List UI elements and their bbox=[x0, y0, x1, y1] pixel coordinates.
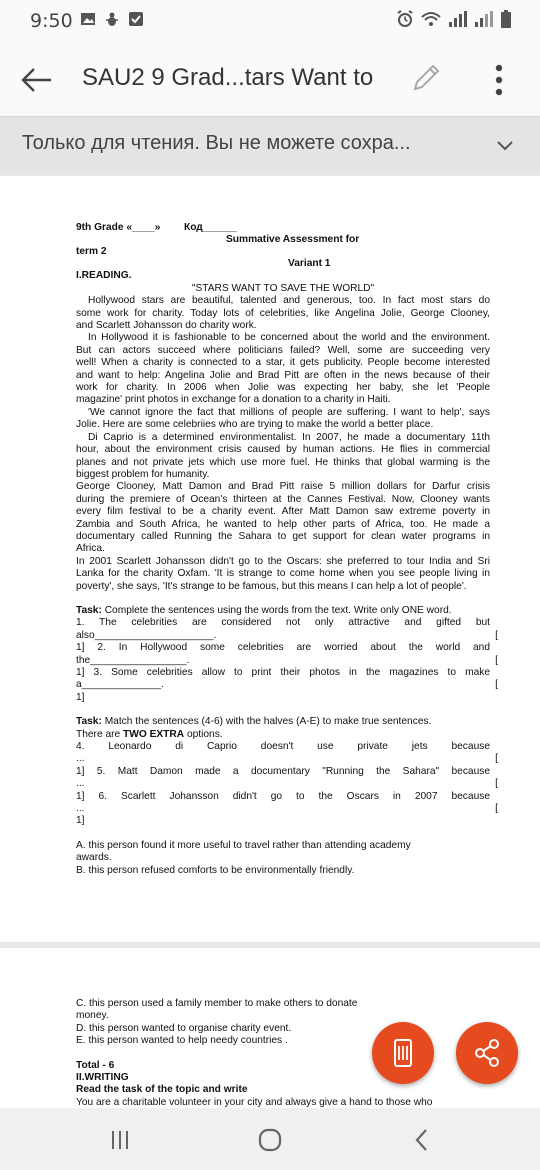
text-line: during the premiere of Ocean's thirteen at the Cannes Festival. Now, Clooney wants bbox=[76, 493, 490, 505]
task-1-line bbox=[76, 679, 498, 691]
home-icon[interactable] bbox=[256, 1126, 284, 1154]
text-line: biggest problem for humanity. bbox=[76, 468, 210, 480]
text-line: documentary called Running the Sahara to get support for clean water programs in bbox=[76, 530, 490, 542]
option-e: E. this person wanted to help needy countries . bbox=[76, 1035, 288, 1047]
check-box-icon bbox=[128, 11, 144, 27]
header-row bbox=[76, 222, 490, 234]
header-row-2 bbox=[76, 234, 490, 246]
signal-icon bbox=[474, 10, 494, 28]
writing-heading: II.WRITING bbox=[76, 1072, 129, 1084]
document-title: SAU2 9 Grad...tars Want to bbox=[82, 64, 374, 91]
task-1-instruction bbox=[76, 605, 490, 617]
variant-label: Variant 1 bbox=[288, 258, 331, 270]
bracket: [ bbox=[495, 654, 498, 666]
text-line: well! When a charity is connected to a star, it gets publicity. People become interested bbox=[76, 357, 490, 369]
extra-text: There are bbox=[76, 728, 123, 740]
task-text: Complete the sentences using the words from the text. Write only ONE word. bbox=[101, 604, 452, 616]
total-label: Total - 6 bbox=[76, 1059, 115, 1071]
task-2-line: 1] bbox=[76, 815, 85, 827]
gallery-icon bbox=[80, 11, 96, 27]
option-c-cont: money. bbox=[76, 1010, 109, 1022]
bracket: [ bbox=[495, 753, 498, 765]
task-2-line: 1] 5. Matt Damon made a documentary "Running the Sahara" because bbox=[76, 765, 490, 777]
text-line: In 2001 Scarlett Johansson didn't go to the Oscars: she preferred to tour India and Sri bbox=[76, 555, 490, 567]
text-line: poverty', she says, 'It's strange to be famous, but this means I can help a lot of people'. bbox=[76, 580, 467, 592]
task-1-line bbox=[76, 629, 498, 642]
bracket: [ bbox=[495, 778, 498, 790]
summative-label: Summative Assessment for bbox=[226, 234, 360, 245]
battery-icon bbox=[500, 10, 512, 28]
term-label: term 2 bbox=[76, 246, 107, 257]
code-label: Код______ bbox=[184, 222, 237, 233]
text-line: 'We cannot ignore the fact that millions of people are suffering. I want to help', says bbox=[88, 406, 490, 418]
task-2-line: 1] 6. Scarlett Johansson didn't go to the Oscars in 2007 because bbox=[76, 790, 490, 802]
text-line: magazine' print photos in exchange for a donation to a charity in Haiti. bbox=[76, 394, 391, 406]
text-line: But can actors succeed where politicians failed? Well, some are succeeding very bbox=[76, 344, 490, 356]
more-vert-icon[interactable] bbox=[486, 60, 512, 100]
text-line: and want to help: Angelina Jolie and Brad Pitt are often in the news because of their bbox=[76, 369, 490, 381]
text-line: Hollywood stars are beautiful, talented and generous, too. In fact most stars do bbox=[88, 295, 490, 307]
bracket: [ bbox=[495, 629, 498, 641]
reader-icon bbox=[388, 1038, 418, 1068]
grade-label: 9th Grade «____» bbox=[76, 222, 161, 233]
bug-icon bbox=[104, 11, 120, 27]
task-text: Match the sentences (4-6) with the halves (A-E) to make true sentences. bbox=[101, 716, 432, 728]
task-2-line bbox=[76, 753, 498, 765]
text-line: Di Caprio is a determined environmentalist. In 2007, he made a documentary 11th bbox=[88, 431, 490, 443]
extra-text-end: options. bbox=[184, 728, 223, 740]
status-bar bbox=[0, 0, 540, 42]
navigation-bar bbox=[0, 1108, 540, 1170]
dots: ... bbox=[76, 753, 85, 765]
text-line: Zambia and South Africa, he wanted to help other parts of Africa, too. He made a bbox=[76, 518, 490, 530]
app-bar bbox=[0, 42, 540, 116]
text-line: Jolie. Here are some celebriies who are trying to make the world a better place. bbox=[76, 419, 434, 431]
text-line: planes and not private jets which use more fuel. He thinks that global warming is the bbox=[76, 456, 490, 468]
writing-text-cut: You are a charitable volunteer in your city and always give a hand to those who bbox=[76, 1096, 433, 1108]
task-label: Task: bbox=[76, 716, 102, 728]
text-line: and Scarlett Johansson do charity work. bbox=[76, 320, 257, 332]
recents-icon[interactable] bbox=[106, 1126, 134, 1154]
task-1-blank: a______________. bbox=[76, 679, 164, 691]
writing-task: Read the task of the topic and write bbox=[76, 1084, 248, 1096]
task-1-blank: the_________________. bbox=[76, 654, 190, 666]
extra-bold: TWO EXTRA bbox=[123, 728, 185, 740]
dots: ... bbox=[76, 778, 85, 790]
text-line: George Clooney, Matt Damon and Brad Pitt raise 5 million dollars for Darfur crisis bbox=[76, 481, 490, 493]
option-c: C. this person used a family member to make others to donate bbox=[76, 998, 358, 1009]
option-d: D. this person wanted to organise charity event. bbox=[76, 1022, 292, 1034]
signal-icon bbox=[448, 10, 468, 28]
bracket: [ bbox=[495, 803, 498, 815]
back-icon[interactable] bbox=[408, 1126, 436, 1154]
chevron-down-icon[interactable] bbox=[494, 135, 516, 157]
text-line: In Hollywood it is fashionable to be concerned about the world and the environment. bbox=[88, 332, 490, 344]
status-time: 9:50 bbox=[30, 10, 73, 32]
share-icon bbox=[472, 1038, 502, 1068]
document-page-2[interactable] bbox=[0, 948, 540, 1108]
reading-heading: I.READING. bbox=[76, 270, 132, 282]
bracket: [ bbox=[495, 679, 498, 691]
task-1-blank: also_____________________. bbox=[76, 629, 217, 641]
spacer bbox=[76, 593, 490, 605]
back-arrow-icon[interactable] bbox=[18, 62, 54, 98]
status-notifications bbox=[80, 11, 144, 27]
task-1-line: 1. The celebrities are considered not only attractive and gifted but bbox=[76, 617, 490, 629]
status-system bbox=[396, 10, 512, 28]
task-2-line: 4. Leonardo di Caprio doesn't use private jets because bbox=[76, 741, 490, 753]
pencil-icon[interactable] bbox=[408, 60, 444, 96]
read-only-text: Только для чтения. Вы не можете сохра... bbox=[22, 132, 411, 154]
task-1-line: 1] 2. In Hollywood some celebrities are worried about the world and bbox=[76, 642, 490, 654]
text-line: Lanka for the charity Oxfam. 'It is strange to come home when you see people living in bbox=[76, 568, 490, 580]
header-row-3 bbox=[76, 258, 490, 270]
text-line: some work for charity. Today lots of celebrities, like Angelina Jolie, George Clooney, bbox=[76, 307, 490, 319]
text-line: hour, about the environment crisis caused by human actions. He flies in commercial bbox=[76, 444, 490, 456]
task-1-line bbox=[76, 654, 498, 667]
text-line: every film festival to be a charity event. After Matt Damon saw extreme poverty in bbox=[76, 506, 490, 518]
option-a: A. this person found it more useful to travel rather than attending academy bbox=[76, 839, 411, 851]
option-b: B. this person refused comforts to be environmentally friendly. bbox=[76, 864, 355, 876]
task-2-extra bbox=[76, 729, 490, 741]
spacer bbox=[76, 704, 490, 716]
text-line: Africa. bbox=[76, 543, 105, 555]
alarm-icon bbox=[396, 10, 414, 28]
option-a-cont: awards. bbox=[76, 852, 112, 864]
task-2-instruction bbox=[76, 716, 490, 728]
task-1-line: 1] bbox=[76, 691, 85, 703]
wifi-icon bbox=[420, 10, 442, 28]
document-page-1[interactable] bbox=[0, 176, 540, 942]
text-line: work for charity. In 2006 when Jolie was expecting her baby, she let 'People bbox=[76, 382, 490, 394]
task-2-line bbox=[76, 778, 498, 790]
task-label: Task: bbox=[76, 604, 102, 616]
story-title: "STARS WANT TO SAVE THE WORLD" bbox=[191, 282, 375, 294]
task-1-line: 1] 3. Some celebrities allow to print their photos in the magazines to make bbox=[76, 667, 490, 678]
reader-mode-button[interactable] bbox=[372, 1022, 434, 1084]
spacer bbox=[76, 828, 490, 840]
read-only-banner[interactable] bbox=[0, 116, 540, 172]
task-2-line bbox=[76, 803, 498, 815]
share-button[interactable] bbox=[456, 1022, 518, 1084]
dots: ... bbox=[76, 803, 85, 815]
page-1-content bbox=[76, 222, 498, 877]
